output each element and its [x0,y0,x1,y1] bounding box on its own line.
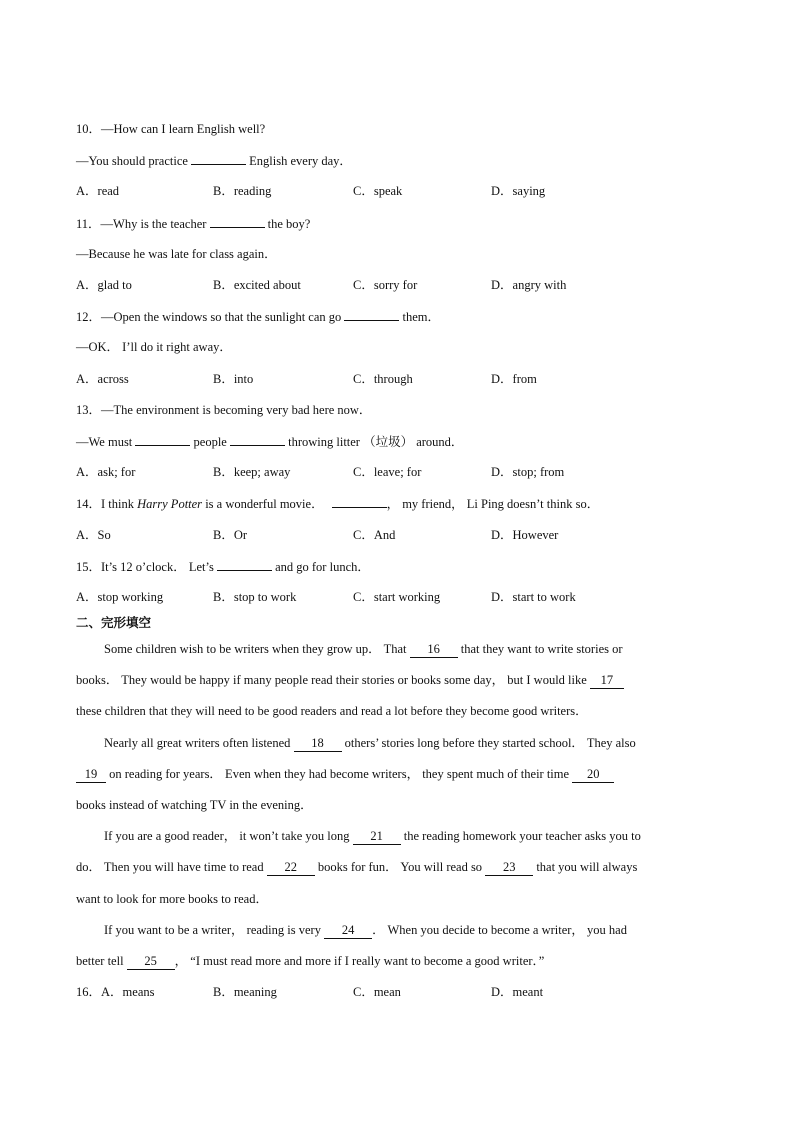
option-d: D．stop; from [491,465,565,479]
question-12-reply: —OK． I’ll do it right away． [76,340,232,354]
cloze-blank-18: 18 [294,735,342,752]
cloze-blank-20: 20 [572,766,614,783]
option-b: B．excited about [213,278,301,292]
answer-blank [217,558,272,571]
option-a: A．stop working [76,590,164,604]
answer-blank [191,152,246,165]
option-b: B．keep; away [213,465,291,479]
option-a: A．read [76,184,120,198]
cloze-blank-21: 21 [353,828,401,845]
passage-line: If you want to be a writer， reading is very 24 ． When you decide to become a writer， you had [104,923,627,937]
cloze-blank-22: 22 [267,859,315,876]
question-13-stem: 13．—The environment is becoming very bad here now． [76,403,372,417]
passage-line: do． Then you will have time to read 22 books for fun． You will read so 23 that you will always [76,860,638,874]
section-heading: 二、完形填空 [76,615,152,630]
option-a: A．So [76,528,111,542]
cloze-blank-23: 23 [485,859,533,876]
option-b: B．stop to work [213,590,297,604]
option-c: C．mean [353,985,401,999]
question-15-stem: 15．It’s 12 o’clock． Let’s and go for lunch． [76,560,370,574]
cloze-blank-19: 19 [76,766,106,783]
passage-line: want to look for more books to read． [76,892,268,906]
option-a: A．glad to [76,278,132,292]
cloze-blank-16: 16 [410,641,458,658]
question-13-reply: —We must people throwing litter （垃圾） around． [76,435,464,449]
passage-line: books instead of watching TV in the evening． [76,798,313,812]
passage-line: books． They would be happy if many people read their stories or books some day， but I would like 17 [76,672,720,689]
cloze-blank-24: 24 [324,922,372,939]
option-c: C．sorry for [353,278,418,292]
option-c: C．start working [353,590,441,604]
option-d: D．meant [491,985,544,999]
answer-blank [210,215,265,228]
question-12-stem: 12．—Open the windows so that the sunlight can go them． [76,310,441,324]
question-16-option-a: 16．A．means [76,985,155,999]
passage-line: Some children wish to be writers when they grow up． That 16 that they want to write stories or [104,642,623,656]
passage-line: 19 on reading for years． Even when they had become writers， they spent much of their time 20 [76,766,720,783]
question-14-stem: 14．I think Harry Potter is a wonderful movie． ， my friend， Li Ping doesn’t think so． [76,497,600,511]
question-10-reply: —You should practice English every day． [76,154,352,168]
passage-line: If you are a good reader， it won’t take you long 21 the reading homework your teacher asks you to [104,829,641,843]
option-d: D．However [491,528,559,542]
option-b: B．reading [213,184,272,198]
option-b: B．Or [213,528,248,542]
option-a: A．across [76,372,129,386]
question-number: 15． [76,560,102,574]
question-11-stem: 11．—Why is the teacher the boy? [76,217,311,231]
passage-line: these children that they will need to be good readers and read a lot before they become good writers． [76,704,588,718]
cloze-blank-25: 25 [127,953,175,970]
question-10-stem: 10．—How can I learn English well? [76,122,266,136]
question-number: 14． [76,497,102,511]
option-c: C．And [353,528,396,542]
question-number: 11． [76,217,101,231]
question-number: 13． [76,403,102,417]
option-d: D．start to work [491,590,576,604]
option-b: B．into [213,372,254,386]
question-11-reply: —Because he was late for class again． [76,247,277,261]
option-c: C．leave; for [353,465,422,479]
question-number: 12． [76,310,102,324]
option-d: D．from [491,372,537,386]
answer-blank [332,495,387,508]
answer-blank [344,308,399,321]
option-d: D．saying [491,184,546,198]
answer-blank [230,433,285,446]
option-c: C．speak [353,184,403,198]
question-number: 10． [76,122,102,136]
option-b: B．meaning [213,985,277,999]
passage-line: better tell 25 ， “I must read more and more if I really want to become a good writer．” [76,954,545,968]
answer-blank [135,433,190,446]
question-number: 16． [76,985,102,999]
passage-line: Nearly all great writers often listened 18 others’ stories long before they started school． They also [104,736,636,750]
movie-title: Harry Potter [137,497,203,511]
option-d: D．angry with [491,278,567,292]
option-a: A．ask; for [76,465,136,479]
option-c: C．through [353,372,413,386]
cloze-blank-17: 17 [590,672,624,689]
